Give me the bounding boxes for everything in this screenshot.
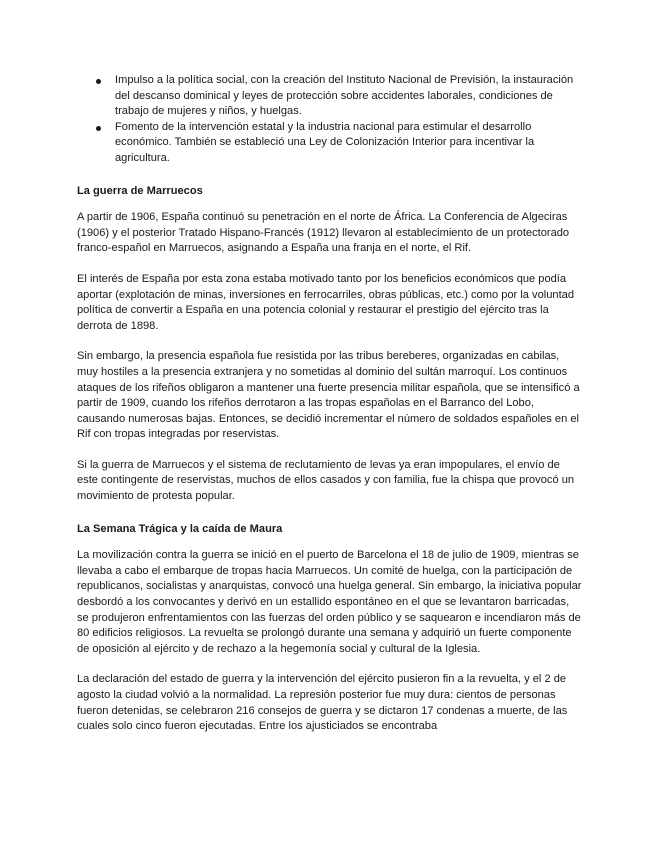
section-heading-semana-tragica: La Semana Trágica y la caída de Maura: [77, 522, 283, 535]
list-item-text: Fomento de la intervención estatal y la industria nacional para estimular el desarrollo económico. También se estableció una Ley de Colonización Interior para incentivar la agricultura.: [115, 120, 535, 164]
paragraph: Sin embargo, la presencia española fue resistida por las tribus bereberes, organizadas en cabilas, muy hostiles a la presencia extranjera y no sometidas al dominio del sultán marroquí. Los continuos ataques de los rifeños obligaron a mantener una fuerte presencia militar española, que se intensificó a partir de 1909, cuando los rifeños derrotaron a las tropas españolas en el Barranco del Lobo, causando numerosas bajas. Entonces, se decidió incrementar el número de soldados españoles en el Rif con tropas integradas por reservistas.: [77, 350, 580, 441]
paragraph: Si la guerra de Marruecos y el sistema de reclutamiento de levas ya eran impopulares, el envío de este contingente de reservistas, muchos de ellos casados y con familia, fue la chispa que provocó un movimiento de protesta popular.: [77, 458, 575, 503]
paragraph: El interés de España por esta zona estaba motivado tanto por los beneficios económicos que podía aportar (explotación de minas, inversiones en ferrocarriles, obras públicas, etc.) como por la voluntad política de convertir a España en una potencia colonial y restaurar el prestigio del ejército tras la derrota de 1898.: [77, 272, 574, 332]
bullet-icon: [96, 126, 101, 131]
list-item: [77, 120, 582, 167]
list-item-text: Impulso a la política social, con la creación del Instituto Nacional de Previsión, la instauración del descanso dominical y leyes de protección sobre accidentes laborales, condiciones de trabajo de mujeres y niños, y huelgas.: [115, 74, 574, 118]
bullet-list: [77, 73, 582, 167]
paragraph: La movilización contra la guerra se inició en el puerto de Barcelona el 18 de julio de 1909, mientras se llevaba a cabo el embarque de tropas hacia Marruecos. Un comité de huelga, con la participación de republicanos, socialistas y anarquistas, convocó una huelga general. Sin embargo, la iniciativa popular desbordó a los convocantes y derivó en un estallido espontáneo en el que se levantaron barricadas, se produjeron enfrentamientos con las fuerzas del orden público y se saquearon e incendiaron más de 80 edificios religiosos. La revuelta se prolongó durante una semana y adquirió un fuerte componente de oposición al ejército y de rechazo a la hegemonía social y cultural de la Iglesia.: [77, 549, 582, 655]
list-item: [77, 73, 582, 120]
bullet-icon: [96, 79, 101, 84]
section-heading-marruecos: La guerra de Marruecos: [77, 184, 203, 197]
paragraph: La declaración del estado de guerra y la intervención del ejército pusieron fin a la revuelta, y el 2 de agosto la ciudad volvió a la normalidad. La represión posterior fue muy dura: cientos de personas fueron detenidas, se celebraron 216 consejos de guerra y se dictaron 17 condenas a muerte, de las cuales solo cinco fueron ejecutadas. Entre los ajusticiados se encontraba: [77, 673, 568, 733]
paragraph: A partir de 1906, España continuó su penetración en el norte de África. La Conferencia de Algeciras (1906) y el posterior Tratado Hispano-Francés (1912) llevaron al establecimiento de un protectorado franco-español en Marruecos, asignando a España una franja en el norte, el Rif.: [77, 211, 570, 255]
document-page: [77, 73, 582, 735]
